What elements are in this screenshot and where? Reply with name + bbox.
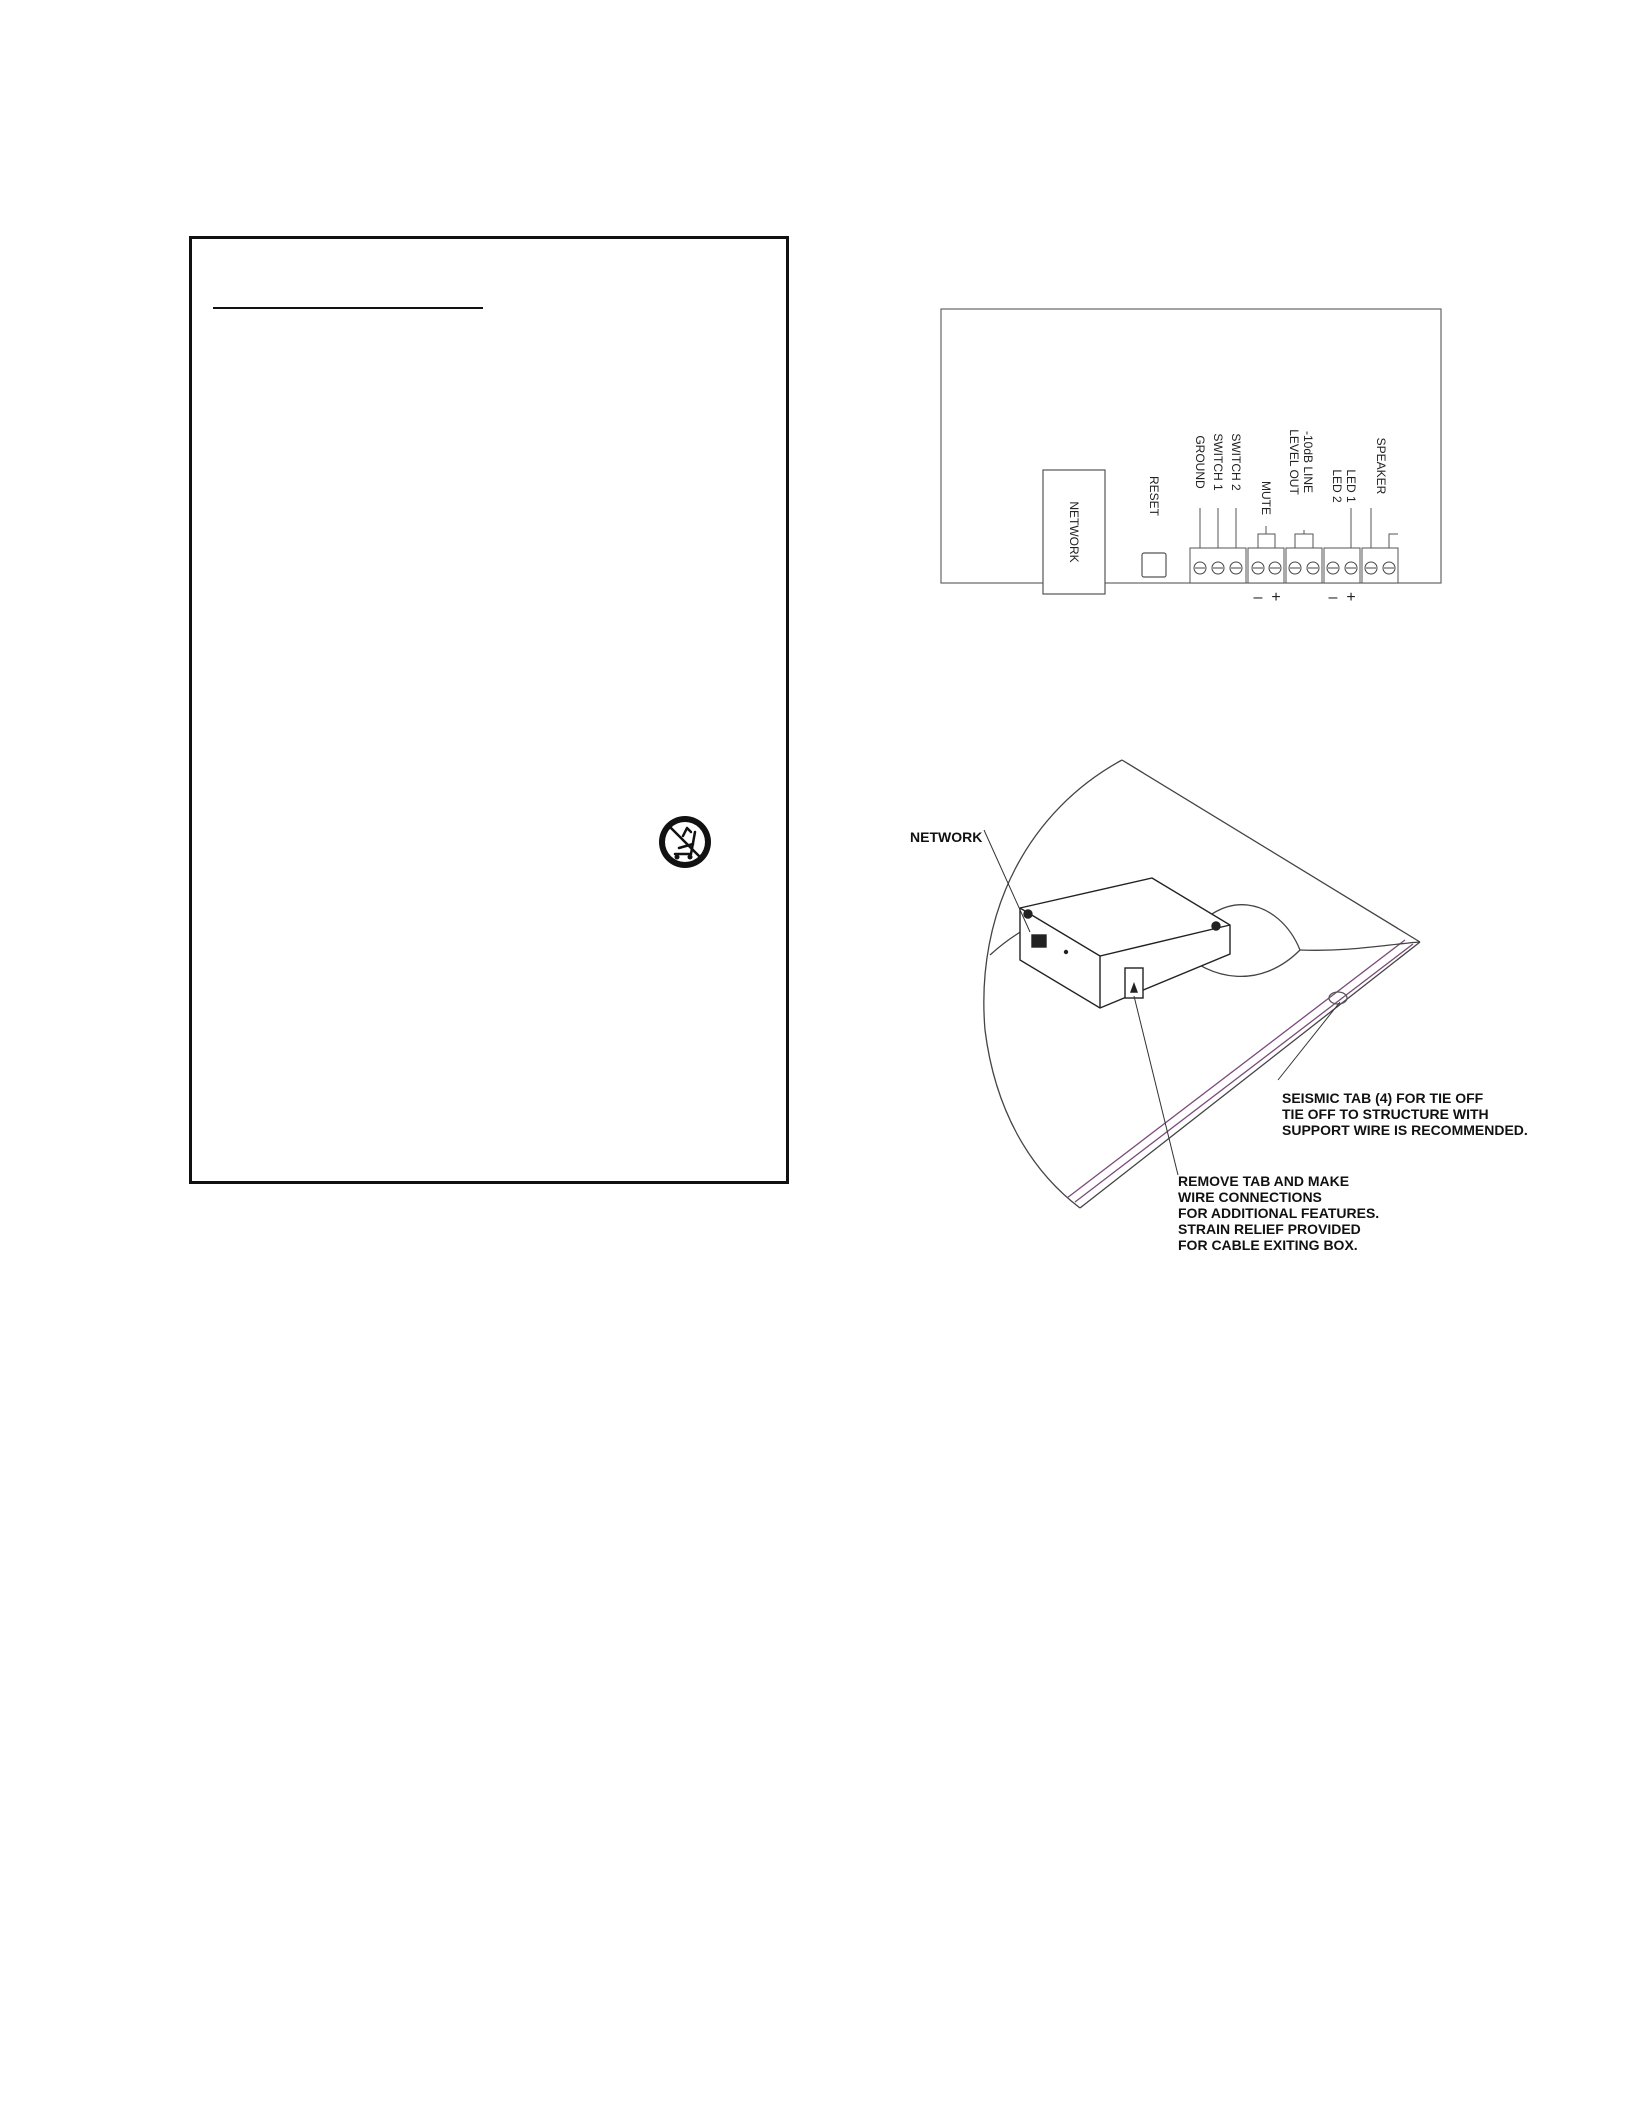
network-callout: NETWORK (910, 829, 983, 845)
led1-label: LED 1 (1344, 469, 1358, 503)
polarity-minus-2: – (1328, 589, 1338, 606)
speaker-label: SPEAKER (1374, 437, 1388, 495)
tab-note-line-5: FOR CABLE EXITING BOX. (1178, 1237, 1358, 1253)
network-jack-label: NETWORK (1067, 501, 1081, 563)
installation-diagram (880, 750, 1580, 1270)
seismic-note-line-1: SEISMIC TAB (4) FOR TIE OFF (1282, 1090, 1484, 1106)
reset-label: RESET (1147, 475, 1161, 517)
tab-note-line-1: REMOVE TAB AND MAKE (1178, 1173, 1350, 1189)
seismic-note (1282, 1090, 1528, 1138)
electronics-box (1020, 878, 1230, 1008)
reset-button (1142, 476, 1166, 577)
terminal-block-diagram (940, 308, 1450, 608)
polarity-plus-1: + (1271, 589, 1281, 606)
network-jack (1043, 470, 1105, 594)
pcb-outline (941, 309, 1441, 583)
tab-note-line-4: STRAIN RELIEF PROVIDED (1178, 1221, 1361, 1237)
tab-note (1178, 1173, 1379, 1253)
switch1-label: SWITCH 1 (1211, 433, 1225, 491)
line-out-label-2: LEVEL OUT (1287, 429, 1301, 495)
mute-label: MUTE (1259, 481, 1273, 515)
switch2-label: SWITCH 2 (1229, 433, 1243, 491)
polarity-plus-2: + (1346, 589, 1356, 606)
led2-label: LED 2 (1330, 469, 1344, 503)
safety-notice-box (189, 236, 789, 1184)
tab-note-line-3: FOR ADDITIONAL FEATURES. (1178, 1205, 1380, 1221)
polarity-minus-1: – (1253, 589, 1263, 606)
cart-warning-icon (657, 814, 713, 870)
ground-label: GROUND (1193, 435, 1207, 489)
ceiling-panel (984, 760, 1420, 1208)
safety-heading-rule (213, 307, 483, 309)
tab-note-line-2: WIRE CONNECTIONS (1178, 1189, 1322, 1205)
seismic-note-line-2: TIE OFF TO STRUCTURE WITH (1282, 1106, 1489, 1122)
seismic-note-line-3: SUPPORT WIRE IS RECOMMENDED. (1282, 1122, 1528, 1138)
line-out-label-1: -10dB LINE (1301, 430, 1315, 494)
pin-leaders (1200, 508, 1398, 548)
